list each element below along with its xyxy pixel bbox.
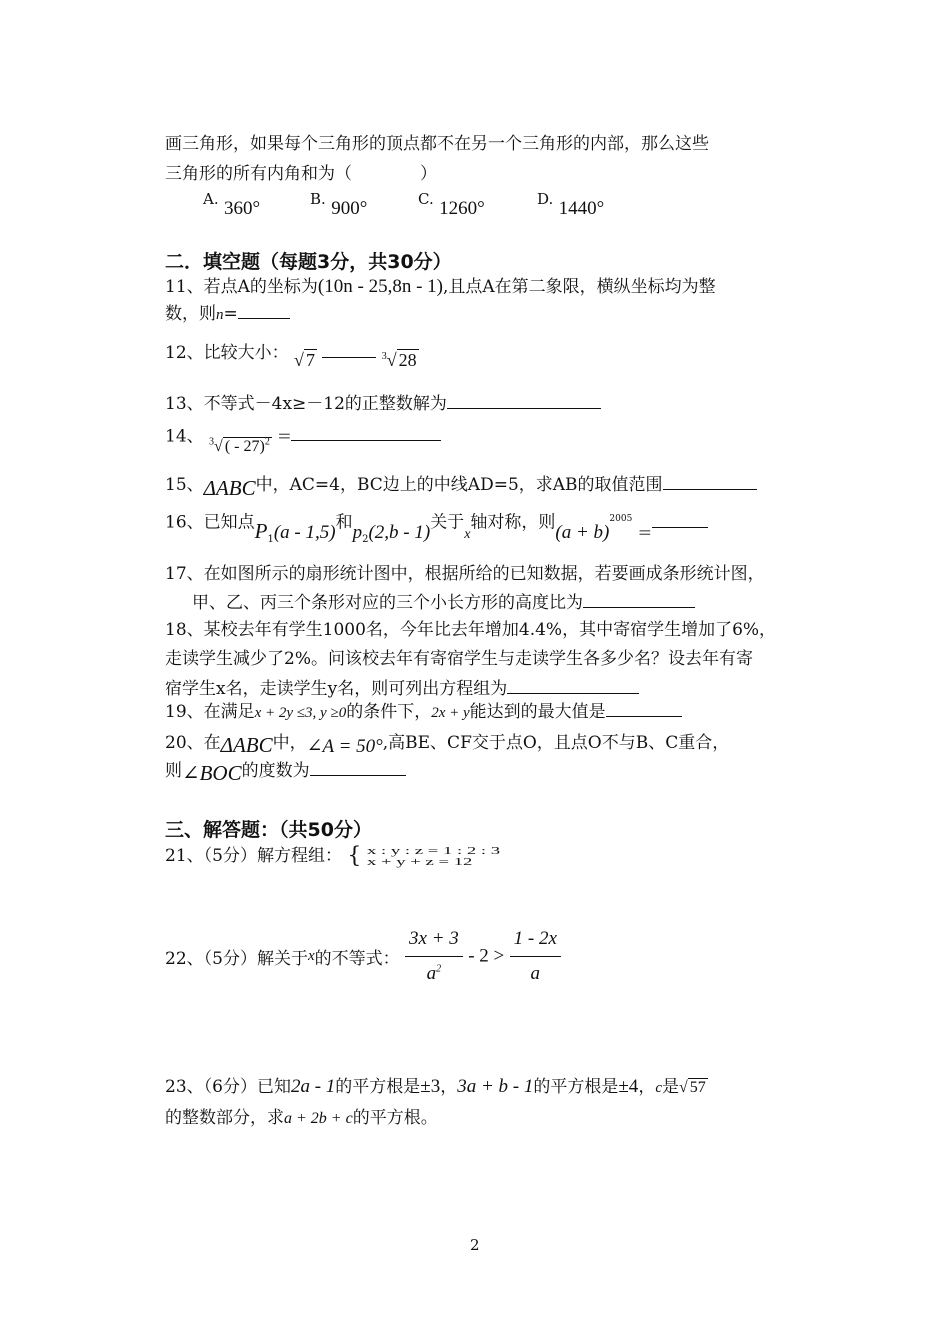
q18-line1: 18、某校去年有学生1000名，今年比去年增加4.4%，其中寄宿学生增加了6%， [165,620,777,640]
q14: 14、 $^3$√ ( - 27)$^2$ = [165,422,441,448]
q18-blank [507,677,639,694]
sqrt-7: √ 7 [294,350,315,370]
q21: 21、（5分）解方程组： { x : y : z = 1 : 2 : 3 x + y + z = 12 [165,843,500,869]
fraction-right: $\frac{1 - 2x}{a}$ [510,928,561,985]
cbrt-expression: $^3$√ ( - 27)$^2$ [209,437,270,456]
q18-line2: 走读学生减少了2%。问该校去年有寄宿学生与走读学生各多少名？设去年有寄 [165,649,753,669]
page-number: 2 [470,1236,480,1254]
q11-line1: 11、若点A的坐标为(10n - 25,8n - 1),且点A在第二象限，横纵坐标均为整 [165,276,716,297]
q19: 19、在满足x + 2y ≤3, y ≥0的条件下，2x + y能达到的最大值是 [165,700,682,724]
q20-blank [310,759,406,776]
q10-option-c: C. 1260° [418,190,485,219]
section2-heading: 二．填空题（每题3分，共30分） [165,251,452,273]
q10-option-b: B. 900° [310,190,368,219]
sqrt-57: √ 57 [678,1079,706,1096]
q10-line1: 画三角形，如果每个三角形的顶点都不在另一个三角形的内部，那么这些 [165,134,709,154]
q20-line2: 则∠BOC的度数为 [165,758,406,782]
q17-line1: 17、在如图所示的扇形统计图中，根据所给的已知数据，若要画成条形统计图， [165,564,765,584]
q20-line1: 20、在ΔABC中，∠A = 50°,高BE、CF交于点O，且点O不与B、C重合， [165,733,730,757]
q14-blank [291,424,441,441]
fraction-left: $\frac{3x + 3}{a^2}$ [405,928,463,985]
q15-blank [663,473,757,490]
q11-line2: 数，则n= [165,302,290,326]
q17-blank [583,591,695,608]
q13: 13、不等式－4x≥－12的正整数解为 [165,392,601,415]
q16-blank [652,517,708,528]
q23-line2: 的整数部分，求a + 2b + c的平方根。 [165,1108,438,1128]
q22: 22、（5分）解关于x的不等式： $\frac{3x + 3}{a^2}$ - 2 > $\frac{1 - 2x}{a}$ [165,928,561,985]
q18-line3: 宿学生x名，走读学生y名，则可列出方程组为 [165,677,639,700]
q17-line2: 甲、乙、丙三个条形对应的三个小长方形的高度比为 [192,591,695,614]
q10-option-a: A. 360° [203,190,261,219]
q16: 16、已知点$P_1(a - 1,5)$和$p_2(2,b - 1)$关于$_x$轴对称，则$(a + b)^{2005}$ = [165,508,708,541]
q13-blank [447,392,601,409]
equation-system: x : y : z = 1 : 2 : 3 x + y + z = 12 [366,844,500,868]
q11-blank [238,302,290,319]
section3-heading: 三、解答题：（共50分） [165,819,372,841]
q10-option-d: D. 1440° [537,190,605,219]
q23-line1: 23、（6分）已知2a - 1的平方根是±3，3a + b - 1的平方根是±4，c是√ 57 [165,1076,706,1097]
cbrt-28: $^3$√ 28 [381,350,417,370]
q19-blank [606,700,682,717]
q12: 12、比较大小： √ 7 $^3$√ 28 [165,343,417,370]
q15: 15、ΔABC中，AC=4，BC边上的中线AD=5，求AB的取值范围 [165,472,757,496]
q12-blank [322,351,376,358]
q10-line2: 三角形的所有内角和为（ ） [165,164,437,184]
